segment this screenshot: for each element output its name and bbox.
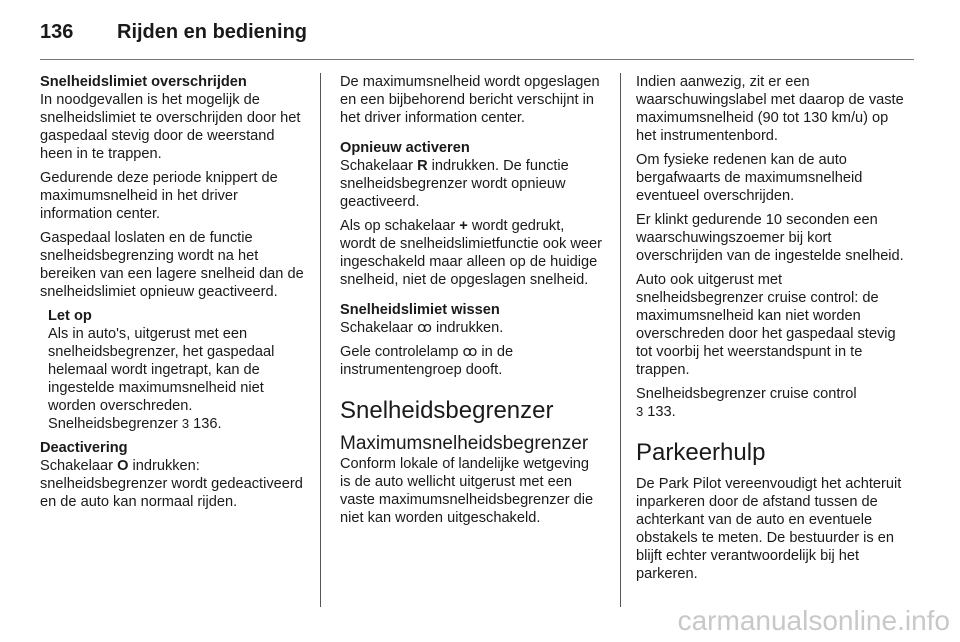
header-rule xyxy=(40,59,914,60)
paragraph: Gedurende deze periode knippert de maximumsnelheid in het driver information center. xyxy=(40,170,278,222)
paragraph: Om fysieke redenen kan de auto bergafwaarts de maximumsnelheid eventueel overschrijden. xyxy=(636,152,863,204)
paragraph: Als op schakelaar + wordt gedrukt, wordt de snelheidslimietfunctie ook weer ingeschakeld maar alleen op de huidige snelheid, niet de opgeslagen snelheid. xyxy=(340,218,603,288)
speed-limiter-icon: ꝏ xyxy=(417,320,432,336)
paragraph: In noodgevallen is het mogelijk de snelheidslimiet te overschrijden door het gaspedaal stevig door de weerstand heen in te trappen. xyxy=(40,92,301,162)
speed-limiter-icon: ꝏ xyxy=(462,344,478,360)
subheading-deactivate: Deactivering xyxy=(40,440,128,456)
column-left xyxy=(40,73,308,517)
page-ref-arrow-icon: 3 xyxy=(181,416,190,431)
paragraph: Conform lokale of landelijke wetgeving is de auto wellicht uitgerust met een vaste maximumsnelheidsbegrenzer die niet kan worden uitgeschakeld. xyxy=(340,456,594,526)
paragraph: Schakelaar R indrukken. De functie snelheidsbegrenzer wordt opnieuw geactiveerd. xyxy=(340,158,569,210)
paragraph: Schakelaar ꝏ indrukken. xyxy=(340,320,504,336)
subheading-override: Snelheidslimiet overschrijden xyxy=(40,74,247,90)
switch-r-icon: R xyxy=(417,158,428,174)
paragraph: Schakelaar O indrukken: snelheidsbegrenzer wordt gedeactiveerd en de auto kan normaal rijden. xyxy=(40,458,303,510)
column-right xyxy=(636,73,908,589)
paragraph: Auto ook uitgerust met snelheidsbegrenzer cruise control: de maximumsnelheid kan niet worden overschreden door het gaspedaal stevig tot voorbij het weerstandspunt in te trappen. xyxy=(636,272,896,378)
plus-icon: + xyxy=(459,218,468,234)
paragraph: Snelheidsbegrenzer cruise control 3 133. xyxy=(636,386,857,420)
section-heading: Parkeerhulp xyxy=(636,439,766,466)
subsection-heading: Maximumsnelheidsbegrenzer xyxy=(340,433,589,454)
paragraph: Indien aanwezig, zit er een waarschuwingslabel met daarop de vaste maximumsnelheid (90 tot 130 km/u) op het instrumentenbord. xyxy=(636,74,904,144)
switch-o-icon: O xyxy=(117,458,129,474)
note-box xyxy=(48,307,308,433)
subheading-clear: Snelheidslimiet wissen xyxy=(340,302,500,318)
page-ref-arrow-icon: 3 xyxy=(636,404,644,419)
paragraph: De Park Pilot vereenvoudigt het achteruit inparkeren door de afstand tussen de achterkant van de auto en eventuele obstakels te meten. De bestuurder is en blijft echter verantwoordelijk bij het parkeren. xyxy=(636,476,902,582)
page-ref: 133. xyxy=(643,404,676,420)
watermark: carmanualsonline.info xyxy=(677,605,950,636)
paragraph: De maximumsnelheid wordt opgeslagen en een bijbehorend bericht verschijnt in het driver information center. xyxy=(340,74,600,126)
paragraph: Gele controlelamp ꝏ in de instrumentengroep dooft. xyxy=(340,344,514,378)
section-heading: Snelheidsbegrenzer xyxy=(340,397,554,424)
note-text: Als in auto's, uitgerust met een snelheidsbegrenzer, het gaspedaal helemaal wordt ingetrapt, kan de ingestelde maximumsnelheid niet worden overschreden. Snelheidsbegrenzer 3 136. xyxy=(48,326,275,432)
column-divider xyxy=(320,73,321,607)
chapter-title: Rijden en bediening xyxy=(117,21,308,43)
page-number: 136 xyxy=(40,21,74,43)
column-middle xyxy=(340,73,602,533)
column-divider xyxy=(620,73,621,607)
subheading-reactivate: Opnieuw activeren xyxy=(340,140,470,156)
page-ref: 136. xyxy=(189,416,222,432)
paragraph: Er klinkt gedurende 10 seconden een waarschuwingszoemer bij kort overschrijden van de ingestelde snelheid. xyxy=(636,212,904,264)
note-title: Let op xyxy=(48,308,92,324)
paragraph: Gaspedaal loslaten en de functie snelheidsbegrenzing wordt na het bereiken van een lagere snelheid dan de snelheidslimiet opnieuw geactiveerd. xyxy=(40,230,304,300)
